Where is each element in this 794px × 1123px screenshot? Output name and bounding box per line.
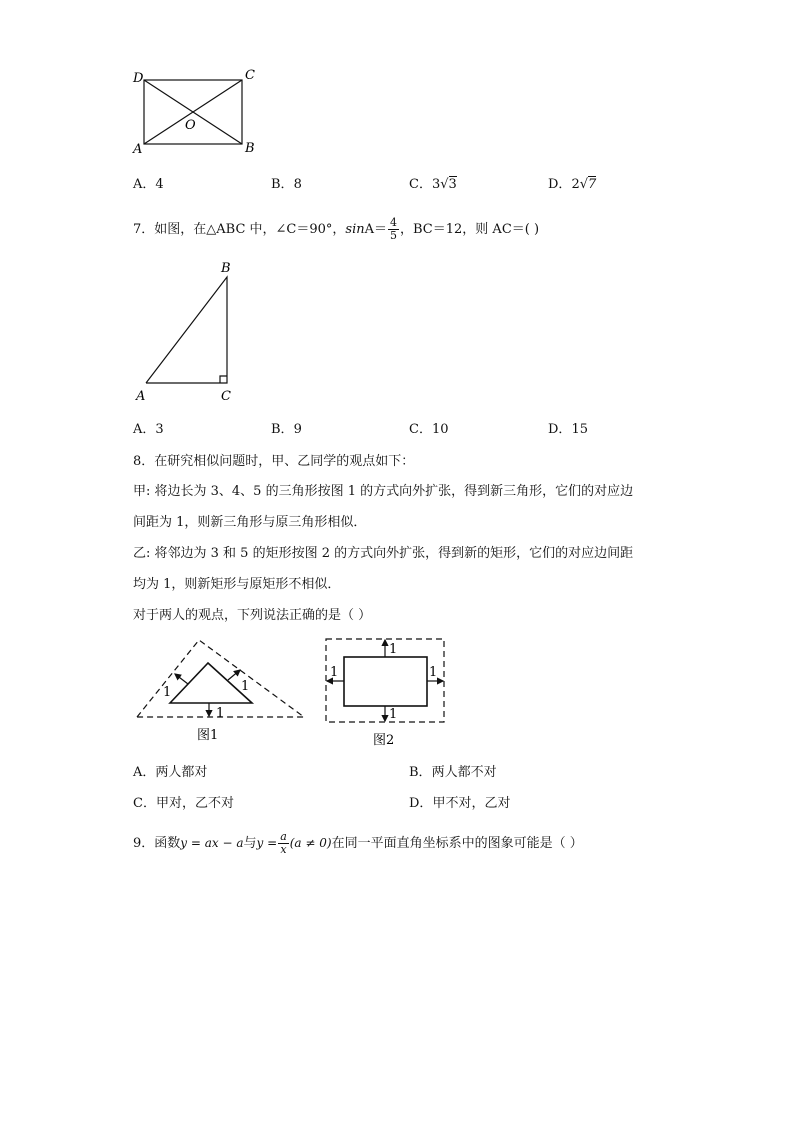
figure1-caption: 图1 [197, 728, 219, 743]
q6-option-b[interactable]: B．8 [271, 177, 302, 192]
q7-option-d[interactable]: D．15 [548, 422, 588, 437]
q8-figure2 [323, 634, 448, 750]
q6-option-c[interactable]: C．3√3 [409, 177, 457, 192]
sqrt-symbol: √ [579, 177, 589, 192]
q7-stem: 7．如图，在△ABC 中，∠C＝90°，sinA＝ $\frac{4}{5}$ ，BC＝12，则 AC＝( ) [133, 216, 540, 242]
fraction: $\frac{4}{5}$ [390, 216, 398, 242]
q7-triangle-figure [132, 255, 242, 407]
label-one: 1 [429, 665, 438, 680]
sqrt-symbol: √ [440, 177, 449, 192]
q8-figure1 [132, 634, 310, 746]
q7-option-b[interactable]: B．9 [271, 422, 302, 437]
label-c: C [245, 68, 255, 83]
label-a: A [136, 389, 146, 404]
label-b: B [245, 141, 255, 156]
q8-option-a[interactable]: A．两人都对 [133, 765, 208, 780]
q7-option-a[interactable]: A．3 [133, 422, 164, 437]
q8-jia-line2: 间距为 1，则新三角形与原三角形相似． [133, 515, 367, 530]
q6-option-d[interactable]: D．2√7 [548, 177, 597, 192]
q8-question: 对于两人的观点，下列说法正确的是（ ） [133, 608, 372, 623]
q8-option-d[interactable]: D．甲不对，乙对 [409, 796, 511, 811]
q8-yi-line2: 均为 1，则新矩形与原矩形不相似． [133, 577, 341, 592]
label-one: 1 [330, 665, 339, 680]
label-one: 1 [241, 679, 250, 694]
q6-option-a[interactable]: A．4 [133, 177, 164, 192]
fraction: $\frac{a}{x}$ [280, 830, 287, 856]
label-one: 1 [216, 706, 225, 721]
label-b: B [221, 261, 231, 276]
q8-option-b[interactable]: B．两人都不对 [409, 765, 497, 780]
label-c: C [221, 389, 231, 404]
label-d: D [133, 71, 144, 86]
label-one: 1 [389, 707, 398, 722]
label-a: A [133, 142, 143, 157]
figure2-caption: 图2 [373, 733, 395, 748]
q6-rectangle-figure [128, 66, 268, 158]
q8-jia-line1: 甲: 将边长为 3、4、5 的三角形按图 1 的方式向外扩张，得到新三角形，它们的对应边 [133, 484, 634, 499]
q7-option-c[interactable]: C．10 [409, 422, 449, 437]
q8-stem: 8．在研究相似问题时，甲、乙同学的观点如下： [133, 454, 415, 469]
q8-option-c[interactable]: C．甲对，乙不对 [133, 796, 234, 811]
label-one: 1 [163, 685, 172, 700]
q9-stem: 9．函数y = ax − a与y = $\frac{a}{x}$ (a ≠ 0)在同一平面直角坐标系中的图象可能是（ ） [133, 830, 583, 856]
label-one: 1 [389, 642, 398, 657]
label-o: O [185, 118, 196, 133]
q8-yi-line1: 乙: 将邻边为 3 和 5 的矩形按图 2 的方式向外扩张，得到新的矩形，它们的对应边间距 [133, 546, 634, 561]
